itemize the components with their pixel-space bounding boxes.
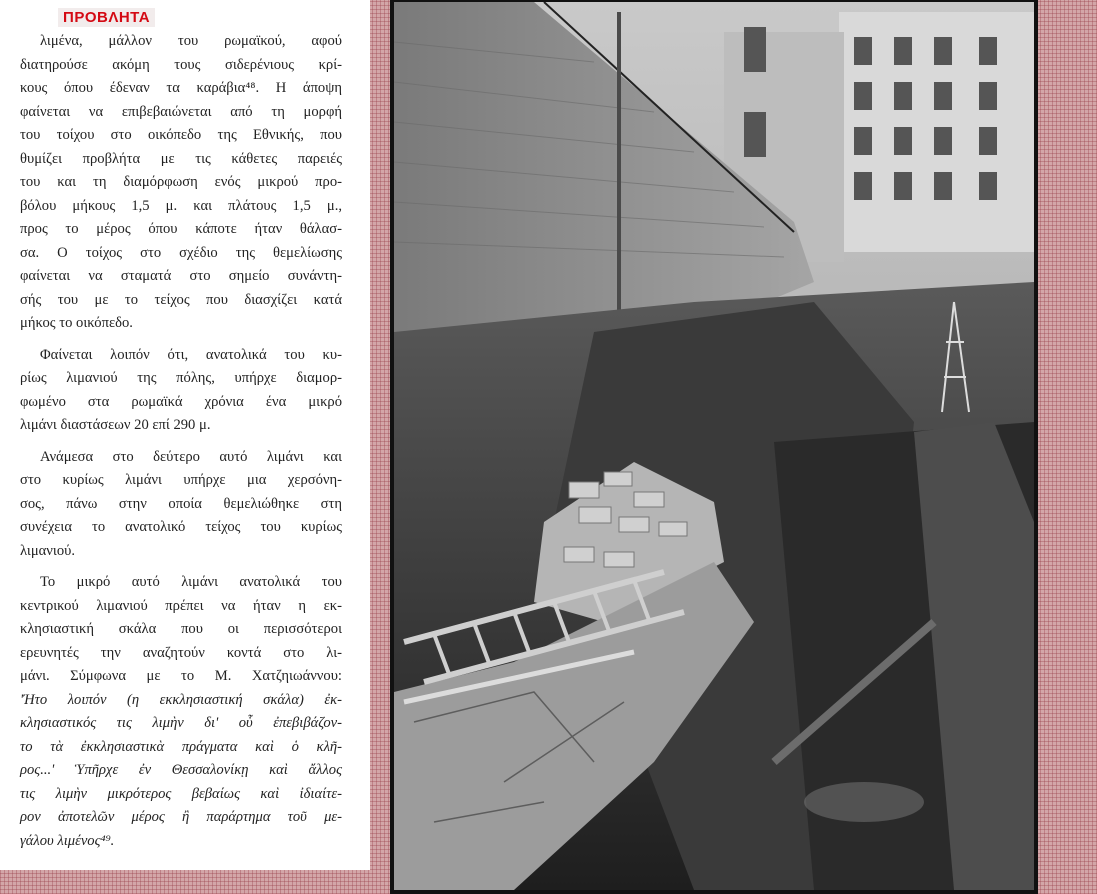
text-line: τις λιμὴν μικρότερος βεβαίως καὶ ἰδιαίτε- — [20, 785, 342, 802]
excavation-photo — [394, 2, 1034, 890]
text-column-panel — [0, 0, 370, 870]
text-line: λιμάνι διαστάσεων 20 επί 290 μ. — [20, 417, 211, 433]
text-line: Ανάμεσα στο δεύτερο αυτό λιμάνι και — [40, 448, 342, 465]
text-line: λιμανιού. — [20, 542, 75, 559]
text-line: ερευνητές την αναζητούν κοντά στο λι- — [20, 644, 342, 661]
text-line: φωμένο στα ρωμαϊκά χρόνια ένα μικρό — [20, 393, 342, 410]
text-line: μήκος το οικόπεδο. — [20, 315, 133, 331]
text-line: κεντρικού λιμανιού πρέπει να ήταν η εκ- — [20, 597, 342, 614]
text-line: ρίως λιμανιού της πόλης, υπήρχε διαμορ- — [20, 370, 342, 386]
text-line: 'Ήτο λοιπόν (η εκκλησιαστική σκάλα) ἐκ- — [20, 691, 342, 708]
text-line: βόλου μήκους 1,5 μ. και πλάτους 1,5 μ., — [20, 197, 342, 214]
text-line: ρον ἀποτελῶν μέρος ἢ παράρτημα τοῦ με- — [20, 809, 342, 825]
body-text — [20, 30, 342, 853]
paragraph-gap — [20, 438, 342, 446]
archival-photo-frame — [390, 0, 1038, 894]
text-line: φαίνεται να επιβεβαιώνεται από τη μορφή — [20, 103, 342, 120]
text-line: λιμένα, μάλλον του ρωμαϊκού, αφού — [40, 33, 342, 49]
text-line: συνέχεια το ανατολικό τείχος του κυρίως — [20, 519, 342, 535]
section-tag: ΠΡΟΒΛΗΤΑ — [58, 8, 155, 27]
text-line: σής του με το τείχος που διασχίζει κατά — [20, 291, 342, 308]
text-line: κους όπου έδεναν τα καράβια⁴⁸. Η άποψη — [20, 80, 342, 96]
text-line: κλησιαστικός τις λιμὴν δι' οὗ ἐπεβιβάζον- — [20, 715, 342, 731]
text-line: φαίνεται να σταματά στο σημείο συνάντη- — [20, 268, 342, 284]
text-line: προς το μέρος όπου κάποτε ήταν θάλασ- — [20, 221, 342, 237]
text-line: ρος...' Ὑπῆρχε ἐν Θεσσαλονίκῃ καὶ ἄλλος — [20, 762, 342, 778]
text-line: Φαίνεται λοιπόν ότι, ανατολικά του κυ- — [40, 346, 342, 363]
text-line: σα. Ο τοίχος στο σχέδιο της θεμελίωσης — [20, 244, 342, 261]
text-line: κλησιαστική σκάλα που οι περισσότεροι — [20, 621, 342, 637]
text-line: το τὰ ἐκκλησιαστικὰ πράγματα καὶ ὁ κλῆ- — [20, 738, 342, 755]
text-line: του τοίχου στο οικόπεδο της Εθνικής, που — [20, 127, 342, 143]
text-line: διατηρούσε ακόμη τους σιδερένιους κρί- — [20, 56, 342, 73]
text-line: σος, πάνω στην οποία θεμελιώθηκε στη — [20, 495, 342, 512]
text-line: θυμίζει προβλήτα με τις κάθετες παρειές — [20, 150, 342, 167]
paragraph-gap — [20, 563, 342, 571]
text-line: Το μικρό αυτό λιμάνι ανατολικά του — [40, 574, 342, 590]
text-line: του και τη διαμόρφωση ενός μικρού προ- — [20, 174, 342, 190]
text-line: μάνι. Σύμφωνα με το Μ. Χατζηιωάννου: — [20, 668, 342, 684]
text-line: γάλου λιμένος⁴⁹. — [20, 832, 115, 849]
paragraph-gap — [20, 336, 342, 344]
text-line: στο κυρίως λιμάνι υπήρχε μια χερσόνη- — [20, 472, 342, 488]
